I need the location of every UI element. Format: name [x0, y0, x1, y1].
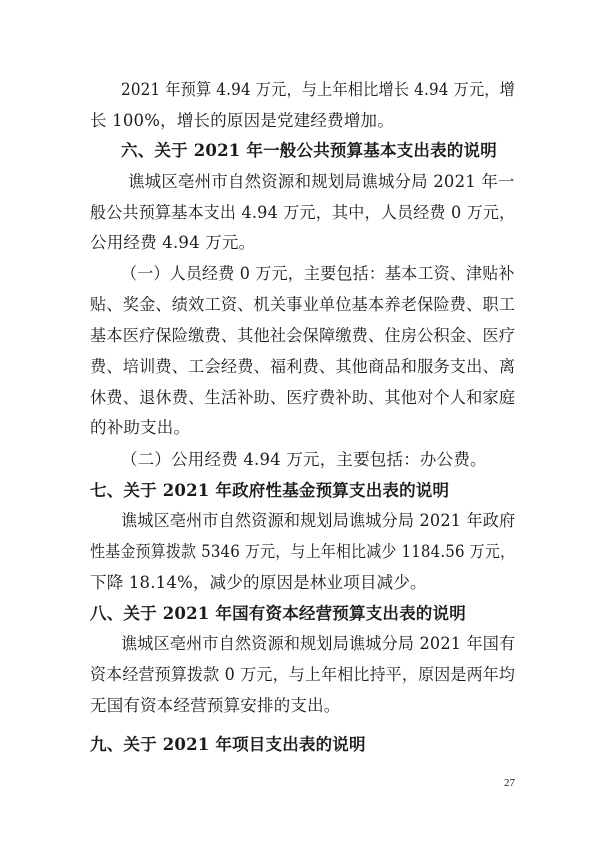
section-heading-7: 七、关于 2021 年政府性基金预算支出表的说明 [90, 481, 450, 500]
body-text-line: 长 100%，增长的原因是党建经费增加。 [90, 111, 394, 130]
body-text-line: 下降 18.14%，减少的原因是林业项目减少。 [90, 573, 427, 592]
body-text-line: 谯城区亳州市自然资源和规划局谯城分局 2021 年一 [128, 172, 515, 191]
body-text-line: 2021 年预算 4.94 万元，与上年相比增长 4.94 万元，增 [121, 80, 515, 99]
body-text-line: 谯城区亳州市自然资源和规划局谯城分局 2021 年政府 [121, 511, 516, 530]
body-text-line: 般公共预算基本支出 4.94 万元，其中，人员经费 0 万元， [90, 203, 516, 222]
body-text-line: 谯城区亳州市自然资源和规划局谯城分局 2021 年国有 [121, 634, 516, 653]
section-heading-8: 八、关于 2021 年国有资本经营预算支出表的说明 [90, 604, 466, 623]
body-text-line: 的补助支出。 [90, 418, 191, 437]
body-text-line: （二）公用经费 4.94 万元，主要包括：办公费。 [121, 450, 487, 469]
body-text-line: 公用经费 4.94 万元。 [90, 233, 256, 252]
section-heading-9: 九、关于 2021 年项目支出表的说明 [90, 735, 366, 754]
body-text-line: （一）人员经费 0 万元，主要包括：基本工资、津贴补 [121, 264, 515, 283]
body-text-line: 贴、奖金、绩效工资、机关事业单位基本养老保险费、职工 [90, 295, 516, 314]
body-text-line: 资本经营预算拨款 0 万元，与上年相比持平，原因是两年均 [90, 665, 516, 684]
body-text-line: 费、培训费、工会经费、福利费、其他商品和服务支出、离 [90, 357, 516, 376]
body-text-line: 性基金预算拨款 5346 万元，与上年相比减少 1184.56 万元， [90, 542, 516, 561]
body-text-line: 休费、退休费、生活补助、医疗费补助、其他对个人和家庭 [90, 388, 516, 407]
section-heading-6: 六、关于 2021 年一般公共预算基本支出表的说明 [121, 141, 497, 160]
body-text-line: 无国有资本经营预算安排的支出。 [90, 696, 341, 715]
page-number: 27 [504, 777, 515, 789]
body-text-line: 基本医疗保险缴费、其他社会保障缴费、住房公积金、医疗 [90, 326, 516, 345]
